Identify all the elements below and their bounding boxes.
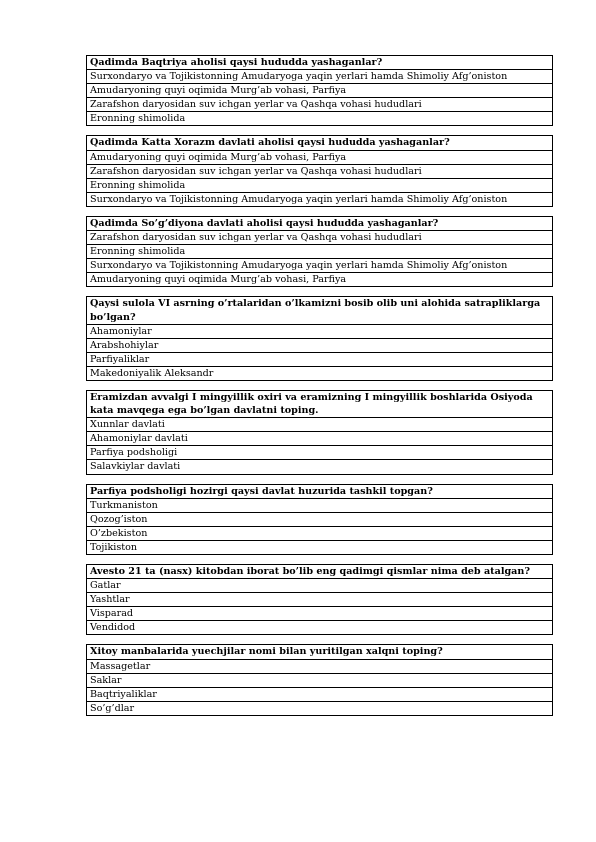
answer-row	[87, 593, 553, 607]
question-row	[87, 136, 553, 150]
answer-option: Ahamoniylar	[87, 324, 553, 338]
question-table	[86, 644, 553, 715]
answer-option: Eronning shimolida	[87, 245, 553, 259]
answer-option: Zarafshon daryosidan suv ichgan yerlar va Qashqa vohasi hududlari	[87, 231, 553, 245]
answer-option: Arabshohiylar	[87, 338, 553, 352]
answer-row	[87, 245, 553, 259]
answer-row	[87, 540, 553, 554]
question-table	[86, 135, 553, 206]
answer-row	[87, 701, 553, 715]
answer-row	[87, 673, 553, 687]
question-row	[87, 565, 553, 579]
answer-option: Baqtriyaliklar	[87, 687, 553, 701]
question-text: Avesto 21 ta (nasx) kitobdan iborat bo’lib eng qadimgi qismlar nima deb atalgan?	[87, 565, 553, 579]
answer-option: Xunnlar davlati	[87, 418, 553, 432]
answer-row	[87, 366, 553, 380]
answer-row	[87, 164, 553, 178]
answer-option: Turkmaniston	[87, 498, 553, 512]
answer-option: Surxondaryo va Tojikistonning Amudaryoga yaqin yerlari hamda Shimoliy Afg’oniston	[87, 259, 553, 273]
question-table	[86, 55, 553, 126]
answer-row	[87, 659, 553, 673]
question-table	[86, 564, 553, 635]
question-table	[86, 216, 553, 287]
question-text: Qadimda Baqtriya aholisi qaysi hududda yashaganlar?	[87, 56, 553, 70]
answer-row	[87, 512, 553, 526]
answer-option: Zarafshon daryosidan suv ichgan yerlar va Qashqa vohasi hududlari	[87, 164, 553, 178]
question-table	[86, 484, 553, 555]
question-text: Xitoy manbalarida yuechjilar nomi bilan yuritilgan xalqni toping?	[87, 645, 553, 659]
answer-option: Makedoniyalik Aleksandr	[87, 366, 553, 380]
question-row	[87, 645, 553, 659]
answer-option: Ahamoniylar davlati	[87, 432, 553, 446]
question-text: Qadimda So’g’diyona davlati aholisi qaysi hududda yashaganlar?	[87, 216, 553, 230]
answer-option: Surxondaryo va Tojikistonning Amudaryoga yaqin yerlari hamda Shimoliy Afg’oniston	[87, 70, 553, 84]
question-text: Eramizdan avvalgi I mingyillik oxiri va eramizning I mingyillik boshlarida Osiyoda kata mavqega ega bo’lgan davlatni toping.	[87, 390, 553, 417]
answer-row	[87, 231, 553, 245]
answer-option: Amudaryoning quyi oqimida Murg’ab vohasi, Parfiya	[87, 150, 553, 164]
answer-row	[87, 273, 553, 287]
answer-option: Salavkiylar davlati	[87, 460, 553, 474]
question-row	[87, 297, 553, 324]
answer-option: Vendidod	[87, 621, 553, 635]
answer-option: So’g’dlar	[87, 701, 553, 715]
answer-row	[87, 338, 553, 352]
answer-row	[87, 579, 553, 593]
answer-row	[87, 98, 553, 112]
question-table	[86, 390, 553, 475]
answer-option: Amudaryoning quyi oqimida Murg’ab vohasi, Parfiya	[87, 273, 553, 287]
answer-option: Surxondaryo va Tojikistonning Amudaryoga yaqin yerlari hamda Shimoliy Afg’oniston	[87, 192, 553, 206]
answer-option: Eronning shimolida	[87, 178, 553, 192]
answer-row	[87, 150, 553, 164]
question-row	[87, 216, 553, 230]
question-text: Qaysi sulola VI asrning o’rtalaridan o’lkamizni bosib olib uni alohida satrapliklarga bo’lgan?	[87, 297, 553, 324]
answer-option: Massagetlar	[87, 659, 553, 673]
answer-row	[87, 460, 553, 474]
answer-option: Parfiya podsholigi	[87, 446, 553, 460]
answer-row	[87, 324, 553, 338]
answer-row	[87, 418, 553, 432]
answer-row	[87, 112, 553, 126]
answer-option: Amudaryoning quyi oqimida Murg’ab vohasi, Parfiya	[87, 84, 553, 98]
answer-option: O’zbekiston	[87, 526, 553, 540]
answer-option: Parfiyaliklar	[87, 352, 553, 366]
question-row	[87, 390, 553, 417]
answer-option: Yashtlar	[87, 593, 553, 607]
answer-row	[87, 178, 553, 192]
quiz-page	[86, 55, 553, 725]
question-row	[87, 56, 553, 70]
answer-row	[87, 432, 553, 446]
answer-row	[87, 498, 553, 512]
answer-option: Eronning shimolida	[87, 112, 553, 126]
answer-row	[87, 687, 553, 701]
answer-option: Tojikiston	[87, 540, 553, 554]
answer-row	[87, 607, 553, 621]
answer-row	[87, 352, 553, 366]
question-text: Parfiya podsholigi hozirgi qaysi davlat huzurida tashkil topgan?	[87, 484, 553, 498]
question-row	[87, 484, 553, 498]
answer-row	[87, 526, 553, 540]
answer-option: Zarafshon daryosidan suv ichgan yerlar va Qashqa vohasi hududlari	[87, 98, 553, 112]
question-text: Qadimda Katta Xorazm davlati aholisi qaysi hududda yashaganlar?	[87, 136, 553, 150]
answer-row	[87, 192, 553, 206]
answer-row	[87, 70, 553, 84]
answer-option: Qozog’iston	[87, 512, 553, 526]
answer-row	[87, 84, 553, 98]
answer-row	[87, 446, 553, 460]
answer-option: Saklar	[87, 673, 553, 687]
question-table	[86, 296, 553, 381]
answer-row	[87, 259, 553, 273]
answer-option: Visparad	[87, 607, 553, 621]
answer-row	[87, 621, 553, 635]
answer-option: Gatlar	[87, 579, 553, 593]
